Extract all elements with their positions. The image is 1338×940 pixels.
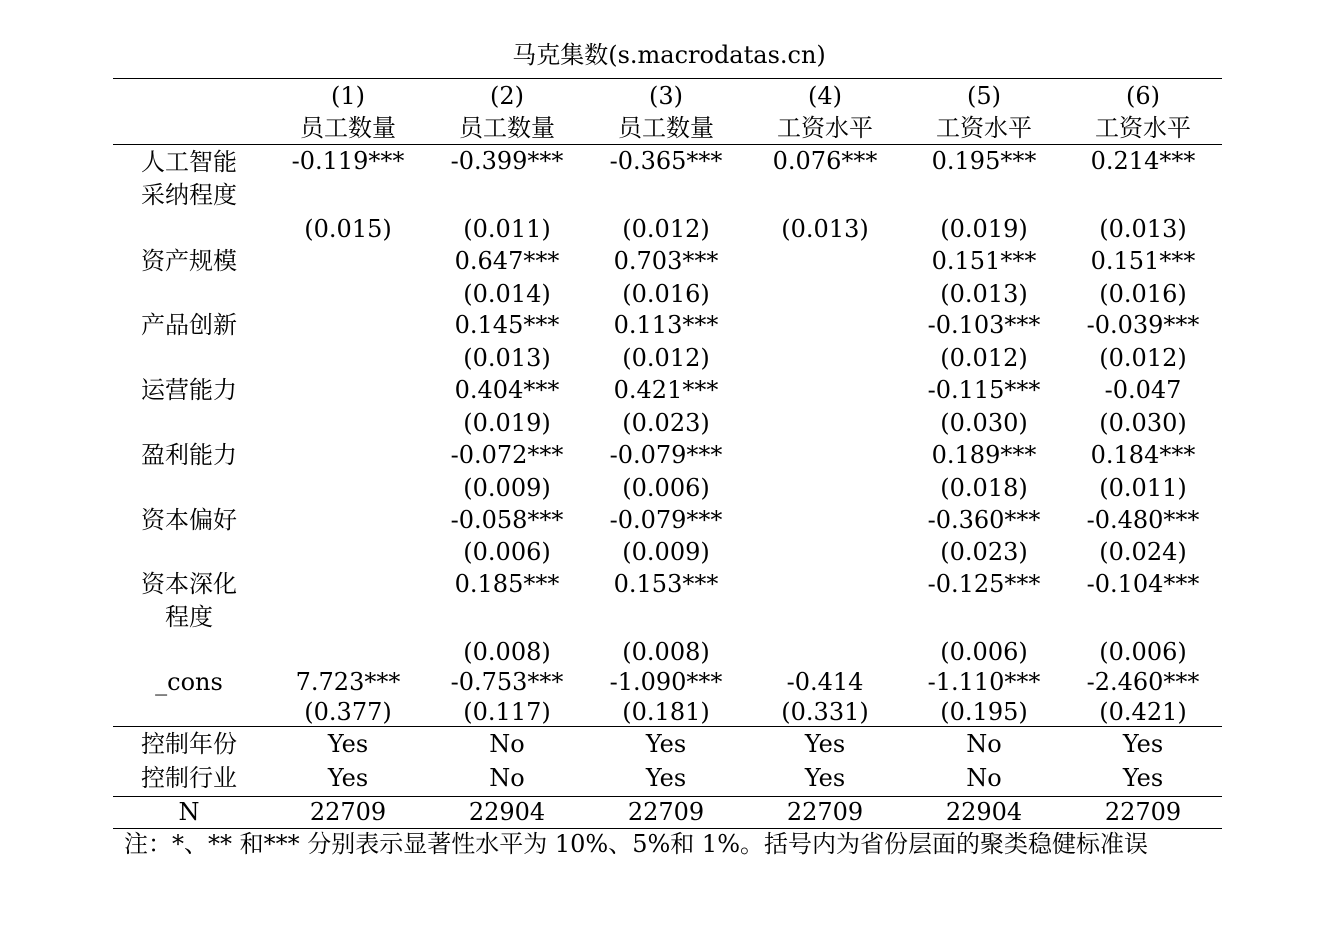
std-error-cell: (0.011)	[1099, 474, 1187, 502]
coefficient-cell: 0.151***	[931, 247, 1037, 275]
std-error-cell: (0.012)	[1099, 344, 1187, 372]
coefficient-cell: -0.047	[1104, 376, 1182, 404]
column-number-5: (5)	[967, 82, 1001, 110]
row-label: 资本深化程度	[141, 570, 237, 631]
column-header-4: 工资水平	[777, 114, 873, 142]
coefficient-cell: 0.151***	[1090, 247, 1196, 275]
row-label: 资产规模	[141, 247, 237, 275]
std-error-cell: (0.009)	[463, 474, 551, 502]
coefficient-cell: 0.189***	[931, 441, 1037, 469]
coefficient-cell: 0.185***	[454, 570, 560, 598]
column-header-2: 员工数量	[459, 114, 555, 142]
std-error-cell: (0.012)	[622, 344, 710, 372]
n-label: N	[178, 798, 200, 826]
std-error-cell: (0.008)	[622, 638, 710, 666]
std-error-cell: (0.013)	[781, 215, 869, 243]
column-header-1: 员工数量	[300, 114, 396, 142]
std-error-cell: (0.006)	[940, 638, 1028, 666]
row-label: 人工智能采纳程度	[141, 148, 237, 209]
coefficient-cell: 0.076***	[772, 147, 878, 175]
std-error-cell: (0.023)	[622, 409, 710, 437]
table-note: 注：*、** 和*** 分别表示显著性水平为 10%、5%和 1%。括号内为省份层面的聚类稳健标准误	[124, 830, 1149, 858]
std-error-cell: (0.421)	[1099, 698, 1187, 726]
std-error-cell: (0.181)	[622, 698, 710, 726]
std-error-cell: (0.019)	[463, 409, 551, 437]
column-number-6: (6)	[1126, 82, 1160, 110]
row-label: 盈利能力	[141, 441, 237, 469]
top-rule	[113, 78, 1222, 79]
control-value-cell: Yes	[645, 730, 687, 758]
control-value-cell: No	[966, 764, 1002, 792]
coefficient-cell: -0.753***	[450, 668, 564, 696]
std-error-cell: (0.006)	[463, 538, 551, 566]
column-number-2: (2)	[490, 82, 524, 110]
control-value-cell: No	[489, 764, 525, 792]
coefficient-cell: 0.153***	[613, 570, 719, 598]
row-label: 资本偏好	[141, 506, 237, 534]
coefficient-cell: -0.125***	[927, 570, 1041, 598]
std-error-cell: (0.024)	[1099, 538, 1187, 566]
coefficient-cell: 0.184***	[1090, 441, 1196, 469]
coefficient-cell: 0.647***	[454, 247, 560, 275]
coefficient-cell: 0.113***	[613, 311, 719, 339]
n-value-cell: 22709	[309, 798, 387, 826]
coefficient-cell: -0.079***	[609, 441, 723, 469]
coefficient-cell: 0.214***	[1090, 147, 1196, 175]
std-error-cell: (0.006)	[622, 474, 710, 502]
control-value-cell: Yes	[327, 730, 369, 758]
n-value-cell: 22709	[1104, 798, 1182, 826]
column-number-1: (1)	[331, 82, 365, 110]
coefficient-cell: -0.414	[786, 668, 864, 696]
std-error-cell: (0.016)	[1099, 280, 1187, 308]
control-value-cell: No	[489, 730, 525, 758]
coefficient-cell: -0.365***	[609, 147, 723, 175]
control-value-cell: Yes	[327, 764, 369, 792]
coefficient-cell: 0.404***	[454, 376, 560, 404]
coefficient-cell: -0.115***	[927, 376, 1041, 404]
std-error-cell: (0.015)	[304, 215, 392, 243]
coefficient-cell: -1.110***	[927, 668, 1041, 696]
std-error-cell: (0.009)	[622, 538, 710, 566]
coefficient-cell: -0.072***	[450, 441, 564, 469]
control-value-cell: Yes	[1122, 730, 1164, 758]
control-value-cell: Yes	[645, 764, 687, 792]
std-error-cell: (0.013)	[940, 280, 1028, 308]
std-error-cell: (0.013)	[1099, 215, 1187, 243]
coefficient-cell: -0.103***	[927, 311, 1041, 339]
std-error-cell: (0.117)	[463, 698, 551, 726]
std-error-cell: (0.012)	[940, 344, 1028, 372]
std-error-cell: (0.331)	[781, 698, 869, 726]
n-value-cell: 22709	[627, 798, 705, 826]
coefficient-cell: -0.104***	[1086, 570, 1200, 598]
std-error-cell: (0.030)	[1099, 409, 1187, 437]
std-error-cell: (0.195)	[940, 698, 1028, 726]
column-number-4: (4)	[808, 82, 842, 110]
control-value-cell: No	[966, 730, 1002, 758]
coefficient-cell: 0.703***	[613, 247, 719, 275]
control-value-cell: Yes	[804, 764, 846, 792]
std-error-cell: (0.018)	[940, 474, 1028, 502]
coefficient-cell: -0.480***	[1086, 506, 1200, 534]
row-label: 运营能力	[141, 376, 237, 404]
coefficient-cell: 0.421***	[613, 376, 719, 404]
control-label: 控制行业	[141, 764, 237, 792]
std-error-cell: (0.377)	[304, 698, 392, 726]
table-title: 马克集数(s.macrodatas.cn)	[512, 41, 826, 69]
std-error-cell: (0.008)	[463, 638, 551, 666]
row-label: 产品创新	[141, 311, 237, 339]
std-error-cell: (0.019)	[940, 215, 1028, 243]
coefficient-cell: 7.723***	[295, 668, 401, 696]
std-error-cell: (0.014)	[463, 280, 551, 308]
std-error-cell: (0.030)	[940, 409, 1028, 437]
coefficient-cell: 0.195***	[931, 147, 1037, 175]
std-error-cell: (0.011)	[463, 215, 551, 243]
control-value-cell: Yes	[1122, 764, 1164, 792]
coefficient-cell: -0.399***	[450, 147, 564, 175]
column-header-3: 员工数量	[618, 114, 714, 142]
n-value-cell: 22709	[786, 798, 864, 826]
column-header-5: 工资水平	[936, 114, 1032, 142]
std-error-cell: (0.016)	[622, 280, 710, 308]
coefficient-cell: -0.039***	[1086, 311, 1200, 339]
control-label: 控制年份	[141, 730, 237, 758]
column-number-3: (3)	[649, 82, 683, 110]
n-value-cell: 22904	[945, 798, 1023, 826]
control-value-cell: Yes	[804, 730, 846, 758]
coefficient-cell: -0.079***	[609, 506, 723, 534]
std-error-cell: (0.006)	[1099, 638, 1187, 666]
coefficient-cell: -0.360***	[927, 506, 1041, 534]
std-error-cell: (0.013)	[463, 344, 551, 372]
row-label: _cons	[155, 668, 223, 696]
coefficient-cell: -2.460***	[1086, 668, 1200, 696]
coefficient-cell: -0.119***	[291, 147, 405, 175]
coefficient-cell: -1.090***	[609, 668, 723, 696]
column-header-6: 工资水平	[1095, 114, 1191, 142]
std-error-cell: (0.012)	[622, 215, 710, 243]
std-error-cell: (0.023)	[940, 538, 1028, 566]
coefficient-cell: 0.145***	[454, 311, 560, 339]
coefficient-cell: -0.058***	[450, 506, 564, 534]
n-value-cell: 22904	[468, 798, 546, 826]
